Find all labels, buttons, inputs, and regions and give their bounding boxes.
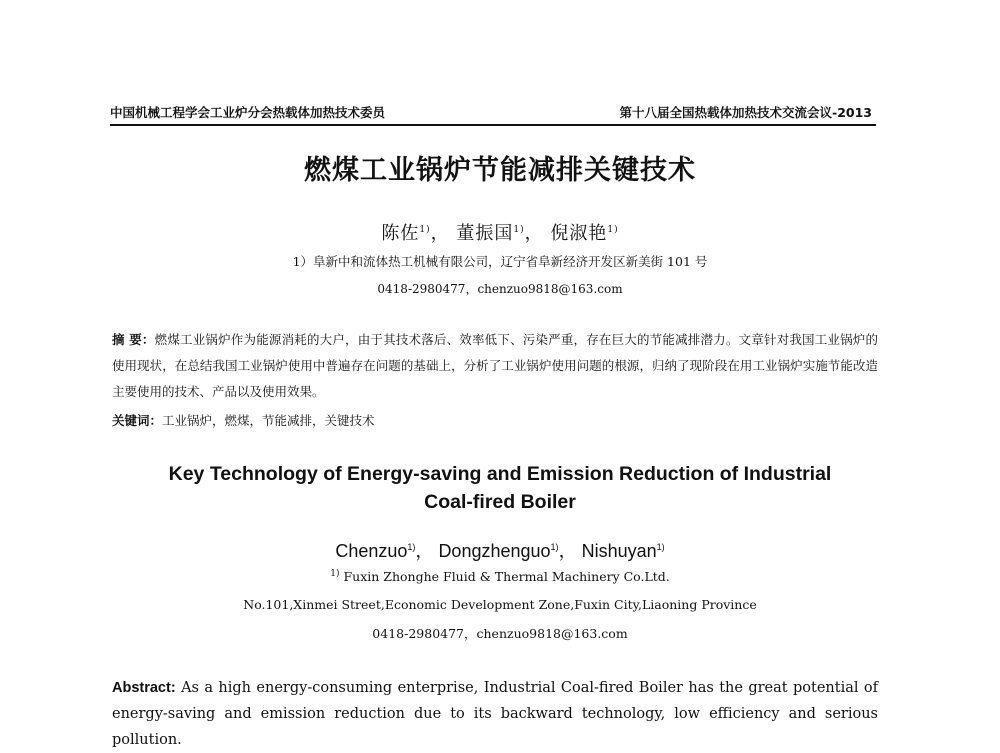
author-separator: ，: [415, 541, 434, 561]
author-name: 陈佐: [381, 223, 420, 244]
chinese-contact: 0418-2980477，chenzuo9818@163.com: [377, 282, 623, 296]
english-abstract-line2: energy-saving and emission reduction due to its backward technology, low efficiency and serious pollution.: [112, 706, 878, 748]
author-sup: 1): [407, 542, 416, 552]
author-separator: ，: [558, 541, 577, 561]
header-left-text: 中国机械工程学会工业炉分会热载体加热技术委员: [110, 105, 386, 120]
author-separator: ，: [430, 223, 450, 244]
english-affiliation: [0, 569, 1000, 584]
chinese-keywords-label: 关键词：: [112, 413, 163, 428]
chinese-abstract-text: 燃煤工业锅炉作为能源消耗的大户，由于其技术落后、效率低下、污染严重，存在巨大的节能减排潜力。文章针对我国工业锅炉的使用现状，在总结我国工业锅炉使用中普遍存在问题的基础上，分析了工业锅炉使用问题的根源，归纳了现阶段在用工业锅炉实施节能改造主要使用的技术、产品以及使用效果。: [112, 332, 878, 399]
author-sup: 1): [550, 542, 559, 552]
author-separator: ，: [524, 223, 544, 244]
author-name: 董振国: [456, 223, 514, 244]
chinese-authors: [0, 219, 1000, 245]
author-sup: 1): [656, 542, 665, 552]
author-sup: 1): [419, 225, 431, 235]
chinese-keywords: [112, 411, 878, 429]
header-right-text: 第十八届全国热载体加热技术交流会议-2013: [619, 105, 872, 120]
author-name: 倪淑艳: [550, 223, 608, 244]
chinese-affiliation: 1）阜新中和流体热工机械有限公司，辽宁省阜新经济开发区新美街 101 号: [292, 254, 708, 269]
english-abstract: [112, 675, 878, 753]
running-header: [110, 104, 876, 126]
affiliation-text: Fuxin Zhonghe Fluid & Thermal Machinery Co.Ltd.: [343, 569, 670, 585]
author-sup: 1): [513, 225, 525, 235]
english-authors: [0, 537, 1000, 563]
chinese-abstract: [112, 327, 878, 405]
english-address: No.101,Xinmei Street,Economic Development Zone,Fuxin City,Liaoning Province: [243, 597, 757, 612]
english-title-line1: Key Technology of Energy-saving and Emission Reduction of Industrial: [168, 463, 832, 485]
english-abstract-label: Abstract:: [112, 680, 176, 696]
author-sup: 1): [607, 225, 619, 235]
english-abstract-line1: As a high energy-consuming enterprise, Industrial Coal-fired Boiler has the great potential of: [181, 680, 878, 696]
english-title-line2: Coal-fired Boiler: [424, 491, 576, 513]
english-title: [0, 460, 1000, 516]
english-contact: 0418-2980477，chenzuo9818@163.com: [372, 626, 628, 641]
chinese-title: 燃煤工业锅炉节能减排关键技术: [304, 155, 696, 186]
affiliation-sup: 1): [330, 569, 340, 579]
author-name: Nishuyan: [581, 541, 657, 561]
author-name: Chenzuo: [335, 541, 408, 561]
chinese-abstract-label: 摘 要：: [112, 332, 155, 347]
author-name: Dongzhenguo: [438, 541, 551, 561]
chinese-keywords-text: 工业锅炉，燃煤，节能减排，关键技术: [162, 413, 375, 428]
